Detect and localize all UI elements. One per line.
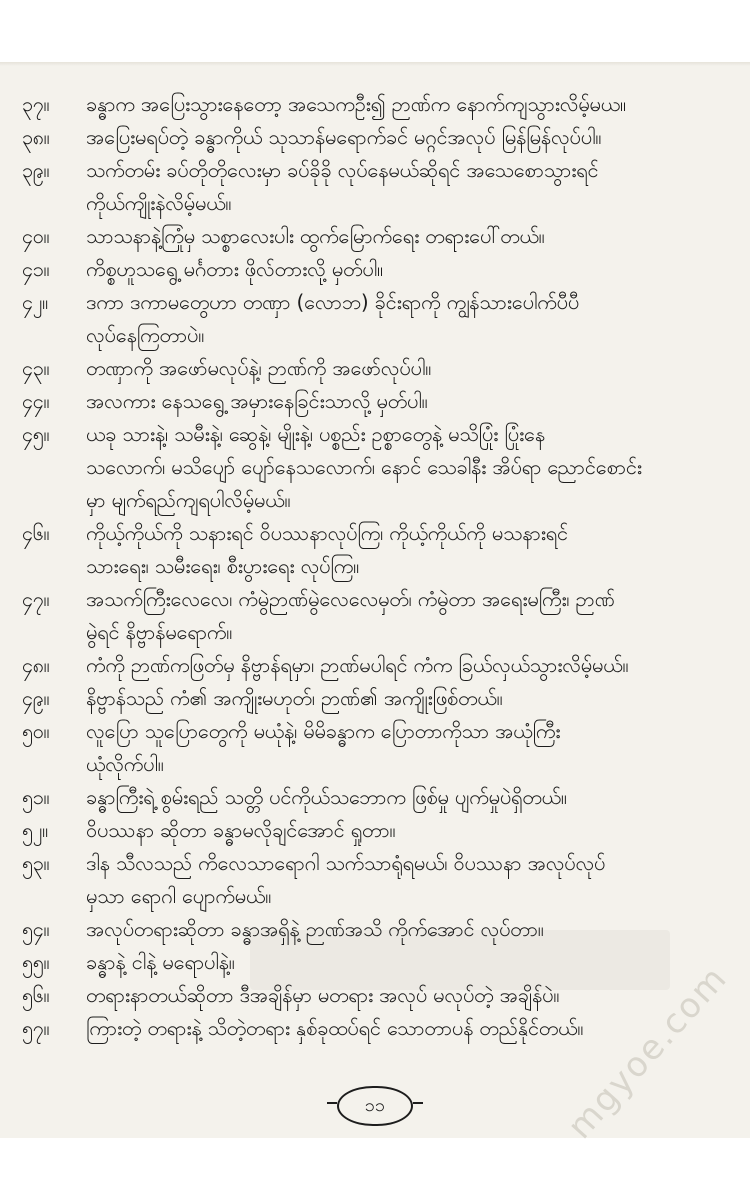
entry-number: ၄၁။ [22,257,50,281]
entry-number: ၄၆။ [22,521,50,545]
entry-line: ဒကာ ဒကာမတွေဟာ တဏှာ (လောဘ) ခိုင်းရာကို ကျွန်သားပေါက်ပီပီ [86,290,580,314]
entry-line: မွဲရင် နိဗ္ဗာန်မရောက်။ [86,620,233,644]
entry-49 [0,682,750,715]
entry-line: ကြားတဲ့ တရားနဲ့ သိတဲ့တရား နှစ်ခုထပ်ရင် သောတာပန် တည်နိုင်တယ်။ [86,1016,584,1040]
entry-list [0,88,750,1045]
entry-line: ကိုယ်ကျိုးနဲလိမ့်မယ်။ [86,191,232,215]
entry-number: ၄၄။ [22,389,50,413]
entry-number: ၅၁။ [22,785,50,809]
entry-line: ဒါန သီလသည် ကိလေသာရောဂါ သက်သာရုံရမယ်၊ ဝိပဿနာ အလုပ်လုပ် [86,851,606,875]
entry-line: ယုံလိုက်ပါ။ [86,752,164,776]
entry-number: ၄၅။ [22,422,50,446]
entry-44 [0,385,750,418]
entry-line: သလောက်၊ မသိပျော် ပျော်နေသလောက်၊ နောင် သေခါနီး အိပ်ရာ ညောင်စောင်း [86,455,642,479]
page-number: ၁၁ [337,1086,413,1126]
entry-line: တရားနာတယ်ဆိုတာ ဒီအချိန်မှာ မတရား အလုပ် မလုပ်တဲ့ အချိန်ပဲ။ [86,983,560,1007]
entry-line: ဝိပဿနာ ဆိုတာ ခန္ဓာမလိုချင်အောင် ရှုတာ။ [86,818,396,842]
entry-53 [0,847,750,913]
entry-line: ခန္ဓာနဲ့ ငါနဲ့ မရောပါနဲ့။ [86,950,235,974]
entry-38 [0,121,750,154]
entry-46 [0,517,750,583]
entry-number: ၅၇။ [22,1016,50,1040]
entry-number: ၅၂။ [22,818,48,842]
entry-line: ကိစ္စဟူသရွေ့ မင်္ဂတား ဖိုလ်တားလို့ မှတ်ပါ။ [86,257,383,281]
entry-number: ၄၉။ [22,686,50,710]
entry-line: တဏှာကို အဖော်မလုပ်နဲ့၊ ဉာဏ်ကို အဖော်လုပ်ပါ။ [86,356,432,380]
entry-47 [0,583,750,649]
entry-54 [0,913,750,946]
entry-42 [0,286,750,352]
entry-line: ယခု သားနဲ့၊ သမီးနဲ့၊ ဆွေနဲ့၊ မျိုးနဲ့၊ ပစ္စည်း ဥစ္စာတွေနဲ့ မသိပြုံး ပြုံးနေ [86,422,545,446]
entry-39 [0,154,750,220]
entry-line: အသက်ကြီးလေလေ၊ ကံမွဲဉာဏ်မွဲလေလေမှတ်၊ ကံမွဲတာ အရေးမကြီး၊ ဉာဏ် [86,587,615,611]
entry-line: ကံကို ဉာဏ်ကဖြတ်မှ နိဗ္ဗာန်ရမှာ၊ ဉာဏ်မပါရင် ကံက ခြယ်လှယ်သွားလိမ့်မယ်။ [86,653,629,677]
entry-number: ၅၀။ [22,719,50,743]
entry-line: လုပ်နေကြတာပဲ။ [86,323,205,347]
entry-line: ခန္ဓာကြီးရဲ့ စွမ်းရည် သတ္တိ ပင်ကိုယ်သဘောက ဖြစ်မှု ပျက်မှုပဲရှိတယ်။ [86,785,567,809]
entry-number: ၄၈။ [22,653,50,677]
entry-45 [0,418,750,517]
entry-number: ၅၄။ [22,917,50,941]
entry-40 [0,220,750,253]
entry-line: သားရေး၊ သမီးရေး၊ စီးပွားရေး လုပ်ကြ။ [86,554,359,578]
entry-50 [0,715,750,781]
entry-56 [0,979,750,1012]
entry-number: ၄၇။ [22,587,50,611]
entry-line: သက်တမ်း ခပ်တိုတိုလေးမှာ ခပ်ခိုခို လုပ်နေမယ်ဆိုရင် အသေစောသွားရင် [86,158,599,182]
entry-41 [0,253,750,286]
entry-37 [0,88,750,121]
entry-number: ၃၇။ [22,92,50,116]
entry-line: သာသနာနဲ့ကြုံမှ သစ္စာလေးပါး ထွက်မြောက်ရေး တရားပေါ်တယ်။ [86,224,545,248]
entry-line: အလကား နေသရွေ့ အမှားနေခြင်းသာလို့ မှတ်ပါ။ [86,389,428,413]
entry-line: မှသာ ရောဂါ ပျောက်မယ်။ [86,884,272,908]
entry-line: မှာ မျက်ရည်ကျရပါလိမ့်မယ်။ [86,488,291,512]
entry-line: အလုပ်တရားဆိုတာ ခန္ဓာအရှိနဲ့ ဉာဏ်အသိ ကိုက်အောင် လုပ်တာ။ [86,917,544,941]
entry-number: ၄၂။ [22,290,48,314]
entry-43 [0,352,750,385]
entry-52 [0,814,750,847]
entry-number: ၄၃။ [22,356,50,380]
entry-55 [0,946,750,979]
entry-number: ၃၈။ [22,125,50,149]
page-edge [0,62,750,66]
entry-number: ၅၆။ [22,983,50,1007]
entry-line: အပြေးမရပ်တဲ့ ခန္ဓာကိုယ် သုသာန်မရောက်ခင် မဂ္ဂင်အလုပ် မြန်မြန်လုပ်ပါ။ [86,125,602,149]
entry-number: ၃၉။ [22,158,50,182]
entry-line: ကိုယ့်ကိုယ်ကို သနားရင် ဝိပဿနာလုပ်ကြ၊ ကိုယ့်ကိုယ်ကို မသနားရင် [86,521,568,545]
entry-line: နိဗ္ဗာန်သည် ကံ၏ အကျိုးမဟုတ်၊ ဉာဏ်၏ အကျိုးဖြစ်တယ်။ [86,686,503,710]
entry-line: ခန္ဓာက အပြေးသွားနေတော့ အသေကဦး၍ ဉာဏ်က နောက်ကျသွားလိမ့်မယ။ [86,92,626,116]
watermark: mgyoe.com [560,958,736,1147]
entry-number: ၄၀။ [22,224,50,248]
entry-number: ၅၅။ [22,950,50,974]
entry-51 [0,781,750,814]
entry-48 [0,649,750,682]
entry-line: လူပြော သူပြောတွေကို မယုံနဲ့၊ မိမိခန္ဓာက ပြောတာကိုသာ အယုံကြီး [86,719,561,743]
entry-number: ၅၃။ [22,851,50,875]
